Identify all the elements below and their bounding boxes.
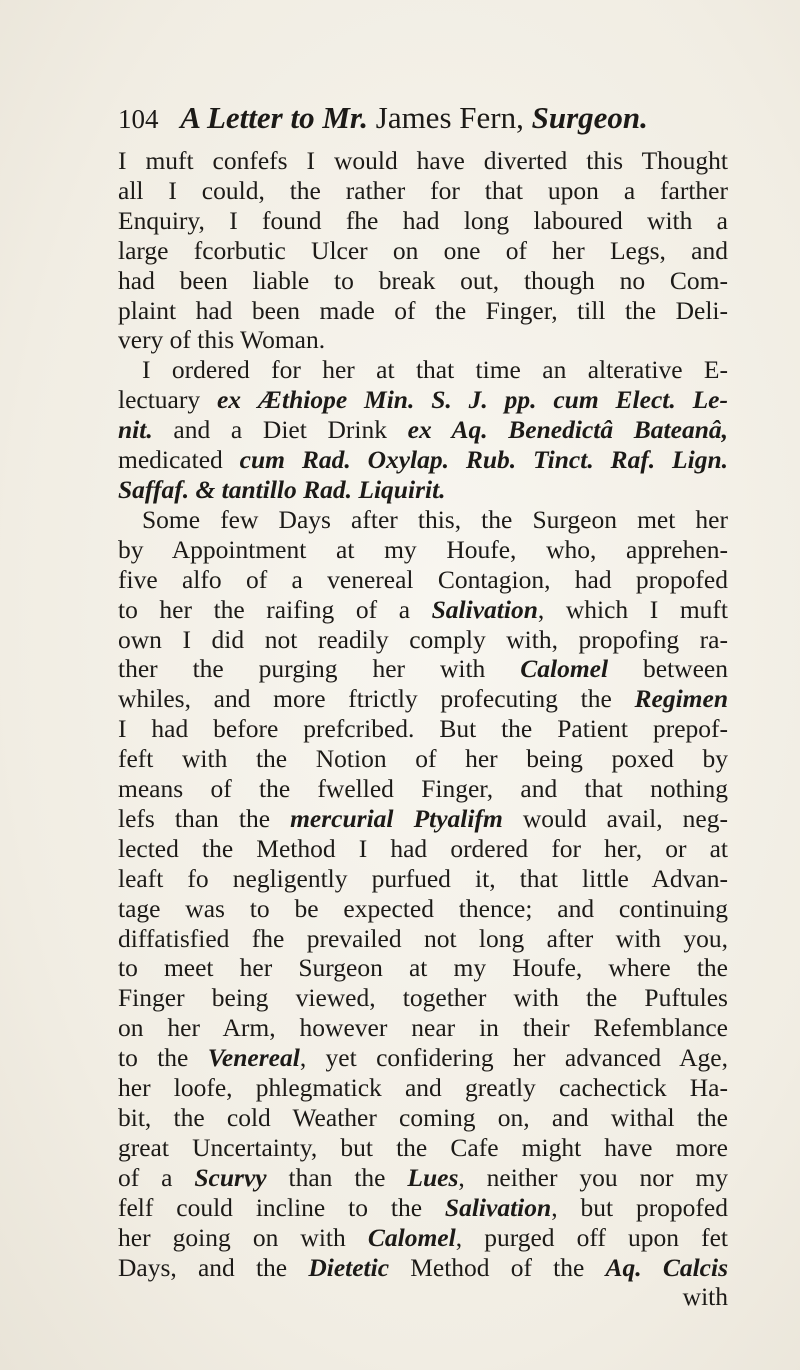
text-line — [118, 385, 728, 415]
text-line — [118, 864, 728, 894]
header-title-name: James Fern, — [375, 100, 524, 135]
text-line — [118, 625, 728, 655]
text-line — [118, 684, 728, 714]
italic-run: ex Aq. Benedictâ Bateanâ, — [407, 415, 728, 445]
text-run: lected the Method I had ordered for her, or at — [118, 833, 728, 863]
text-line — [118, 1193, 728, 1223]
text-run: of a — [118, 1162, 195, 1192]
text-line — [118, 714, 728, 744]
text-run: would avail, neg- — [502, 803, 728, 833]
text-line — [118, 1103, 728, 1133]
catchword: with — [682, 1282, 728, 1312]
italic-run: ex Æthiope Min. S. J. pp. cum Elect. Le- — [216, 385, 728, 415]
header-title-italic: A Letter to Mr. — [180, 100, 368, 135]
italic-run: Calomel — [367, 1222, 456, 1252]
italic-run: mercurial Ptyalifm — [290, 803, 503, 833]
text-run: on her Arm, however near in their Refemblance — [118, 1013, 728, 1043]
italic-run: Dietetic — [308, 1252, 390, 1282]
text-line — [118, 595, 728, 625]
text-line — [118, 894, 728, 924]
body-text — [118, 146, 728, 1312]
text-line — [118, 983, 728, 1013]
text-run: and a Diet Drink — [152, 415, 408, 445]
text-run: felf could incline to the — [118, 1192, 445, 1222]
page-number: 104 — [118, 104, 159, 134]
text-run: , but propofed — [551, 1192, 728, 1222]
text-line — [118, 774, 728, 804]
italic-run: Saffaf. & tantillo Rad. Liquirit. — [118, 474, 446, 504]
text-run: leaft fo negligently purfued it, that little Advan- — [118, 863, 728, 893]
italic-run: Calomel — [520, 654, 609, 684]
text-line — [118, 1133, 728, 1163]
text-run: I muft confefs I would have diverted this Thought — [118, 146, 728, 175]
text-run: feft with the Notion of her being poxed by — [118, 744, 728, 774]
text-run: Some few Days after this, the Surgeon met her — [142, 504, 728, 534]
text-line — [118, 236, 728, 266]
italic-run: Salivation — [444, 1192, 552, 1222]
text-run: all I could, the rather for that upon a farther — [118, 175, 728, 205]
text-run: between — [608, 654, 728, 684]
text-run: , purged off upon fet — [455, 1222, 728, 1252]
text-line — [118, 1253, 728, 1283]
text-line — [118, 953, 728, 983]
text-line — [118, 804, 728, 834]
text-run: ther the purging her with — [118, 654, 521, 684]
text-run: had been liable to break out, though no Com- — [118, 265, 728, 295]
text-run: , which I muft — [537, 594, 728, 624]
text-run: I had before prefcribed. But the Patient prepof- — [118, 714, 728, 744]
text-run: medicated — [118, 445, 240, 475]
text-line — [118, 1073, 728, 1103]
text-run: to the — [118, 1043, 208, 1073]
text-run: diffatisfied fhe prevailed not long after with you, — [118, 923, 728, 953]
text-line — [118, 505, 728, 535]
text-line — [118, 1013, 728, 1043]
text-line — [118, 565, 728, 595]
italic-run: Lues — [407, 1162, 459, 1192]
text-line — [118, 176, 728, 206]
text-run: Days, and the — [118, 1252, 309, 1282]
text-line — [118, 266, 728, 296]
text-run: Finger being viewed, together with the Puftules — [118, 983, 728, 1013]
header-title-surgeon: Surgeon. — [531, 100, 648, 135]
text-run: lectuary — [118, 385, 217, 415]
running-header — [118, 100, 728, 136]
text-line — [118, 146, 728, 176]
text-run: her going on with — [118, 1222, 368, 1252]
italic-run: Regimen — [634, 684, 728, 714]
text-line — [118, 1163, 728, 1193]
text-run: , yet confidering her advanced Age, — [299, 1043, 728, 1073]
text-line — [118, 415, 728, 445]
italic-run: Aq. Calcis — [605, 1252, 728, 1282]
italic-run: Salivation — [431, 594, 538, 624]
text-run: five alfo of a venereal Contagion, had propofed — [118, 564, 728, 594]
italic-run: Venereal — [207, 1043, 300, 1073]
text-line — [118, 744, 728, 774]
text-run: to meet her Surgeon at my Houfe, where the — [118, 953, 728, 983]
text-run: , neither you nor my — [458, 1162, 729, 1192]
text-run: to her the raifing of a — [118, 594, 432, 624]
text-line — [118, 654, 728, 684]
text-run: own I did not readily comply with, propofing ra- — [118, 624, 728, 654]
text-run: I ordered for her at that time an alterative E- — [142, 355, 728, 385]
text-line — [118, 1043, 728, 1073]
text-run: lefs than the — [118, 803, 291, 833]
text-run: her loofe, phlegmatick and greatly cachectick Ha- — [118, 1073, 728, 1103]
text-run: Method of the — [389, 1252, 606, 1282]
text-run: large fcorbutic Ulcer on one of her Legs, and — [118, 235, 728, 265]
text-line — [118, 296, 728, 326]
text-line — [118, 1223, 728, 1253]
text-line — [118, 834, 728, 864]
text-run: bit, the cold Weather coming on, and withal the — [118, 1103, 728, 1132]
italic-run: Scurvy — [194, 1162, 267, 1192]
text-line — [118, 206, 728, 236]
text-line — [118, 355, 728, 385]
italic-run: cum Rad. Oxylap. Rub. Tinct. Raf. Lign. — [239, 445, 729, 475]
text-run: by Appointment at my Houfe, who, apprehen- — [118, 534, 728, 564]
text-run: means of the fwelled Finger, and that nothing — [118, 774, 728, 804]
text-line — [118, 445, 728, 475]
text-run: whiles, and more ftrictly profecuting the — [118, 684, 635, 714]
text-run: tage was to be expected thence; and continuing — [118, 893, 728, 923]
text-run: Enquiry, I found fhe had long laboured with a — [118, 205, 728, 235]
text-line — [118, 924, 728, 954]
text-run: than the — [266, 1162, 408, 1192]
text-line — [118, 535, 728, 565]
italic-run: nit. — [118, 415, 153, 445]
text-run: great Uncertainty, but the Cafe might have more — [118, 1132, 728, 1162]
text-line — [118, 475, 728, 505]
text-run: very of this Woman. — [118, 325, 326, 355]
text-line — [118, 325, 728, 355]
text-run: plaint had been made of the Finger, till the Deli- — [118, 295, 728, 325]
